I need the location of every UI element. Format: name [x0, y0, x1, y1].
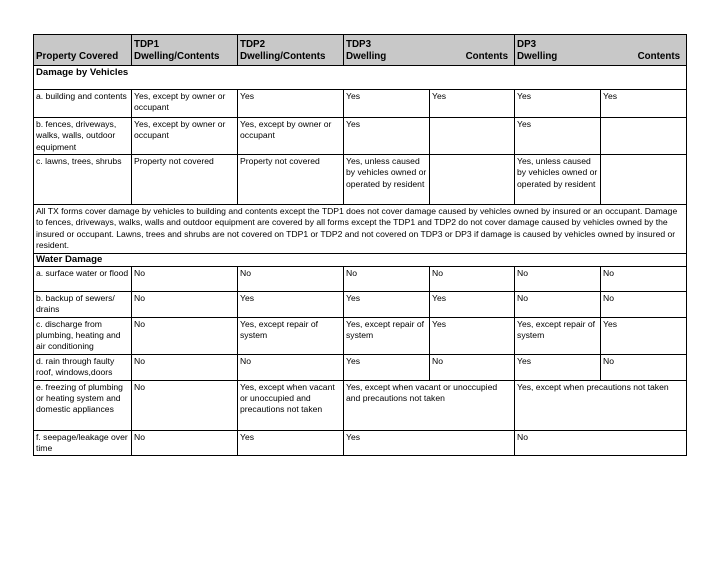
table-row — [34, 291, 687, 317]
table-row — [34, 155, 687, 205]
dp3-dwelling-cell: Yes, unless caused by vehicles owned or operated by resident — [515, 155, 601, 205]
dp3-dwelling-cell: Yes, except repair of system — [515, 317, 601, 354]
dp3-contents-cell: No — [601, 354, 687, 380]
dp3-contents-cell: No — [601, 291, 687, 317]
tdp3-contents-cell: Yes — [430, 317, 515, 354]
section-title: Damage by Vehicles — [34, 66, 687, 90]
tdp2-cell: Property not covered — [238, 155, 344, 205]
tdp2-cell: Yes, except by owner or occupant — [238, 118, 344, 155]
section-title: Water Damage — [34, 253, 687, 266]
tdp3-cell: Yes, except when vacant or unoccupied and precautions not taken — [344, 380, 515, 430]
dp3-contents-cell — [601, 155, 687, 205]
header-tdp2: TDP2 Dwelling/Contents — [238, 35, 344, 66]
tdp3-dwelling-cell: Yes — [344, 291, 430, 317]
tdp2-cell: Yes, except when vacant or unoccupied and precautions not taken — [238, 380, 344, 430]
dp3-dwelling-cell: No — [515, 266, 601, 291]
dp3-cell: No — [515, 430, 687, 456]
tdp3-contents-cell: Yes — [430, 90, 515, 118]
dp3-cell: Yes, except when precautions not taken — [515, 380, 687, 430]
header-row — [34, 35, 687, 66]
tdp3-dwelling-cell: Yes — [344, 90, 430, 118]
tdp2-cell: Yes — [238, 430, 344, 456]
tdp2-cell: No — [238, 354, 344, 380]
section-water — [34, 253, 687, 266]
header-dp3: DP3 Dwelling Contents — [515, 35, 687, 66]
tdp1-cell: No — [132, 317, 238, 354]
tdp1-cell: No — [132, 266, 238, 291]
vehicles-note-row — [34, 205, 687, 254]
header-property: Property Covered — [34, 35, 132, 66]
row-label: e. freezing of plumbing or heating system and domestic appliances — [34, 380, 132, 430]
table-row — [34, 354, 687, 380]
dp3-dwelling-cell: Yes — [515, 118, 601, 155]
tdp1-cell: No — [132, 354, 238, 380]
tdp1-cell: Yes, except by owner or occupant — [132, 90, 238, 118]
dp3-contents-cell — [601, 118, 687, 155]
tdp3-contents-cell: No — [430, 354, 515, 380]
dp3-contents-cell: Yes — [601, 317, 687, 354]
table-row — [34, 380, 687, 430]
row-label: a. surface water or flood — [34, 266, 132, 291]
tdp1-cell: Yes, except by owner or occupant — [132, 118, 238, 155]
row-label: c. lawns, trees, shrubs — [34, 155, 132, 205]
dp3-dwelling-cell: No — [515, 291, 601, 317]
table-row — [34, 90, 687, 118]
tdp3-cell: Yes — [344, 430, 515, 456]
row-label: b. backup of sewers/ drains — [34, 291, 132, 317]
tdp3-dwelling-cell: Yes — [344, 118, 430, 155]
header-tdp3: TDP3 Dwelling Contents — [344, 35, 515, 66]
tdp1-cell: No — [132, 380, 238, 430]
section-vehicles — [34, 66, 687, 90]
table-row — [34, 317, 687, 354]
tdp1-cell: No — [132, 430, 238, 456]
tdp3-dwelling-cell: Yes — [344, 354, 430, 380]
tdp2-cell: No — [238, 266, 344, 291]
table-row — [34, 266, 687, 291]
tdp2-cell: Yes — [238, 291, 344, 317]
tdp2-cell: Yes, except repair of system — [238, 317, 344, 354]
dp3-contents-cell: Yes — [601, 90, 687, 118]
tdp3-contents-cell: Yes — [430, 291, 515, 317]
tdp1-cell: No — [132, 291, 238, 317]
tdp1-cell: Property not covered — [132, 155, 238, 205]
table-row — [34, 118, 687, 155]
coverage-table — [33, 34, 687, 456]
row-label: a. building and contents — [34, 90, 132, 118]
row-label: d. rain through faulty roof, windows,doors — [34, 354, 132, 380]
row-label: b. fences, driveways, walks, walls, outdoor equipment — [34, 118, 132, 155]
tdp3-contents-cell: No — [430, 266, 515, 291]
tdp3-contents-cell — [430, 118, 515, 155]
dp3-dwelling-cell: Yes — [515, 90, 601, 118]
dp3-contents-cell: No — [601, 266, 687, 291]
tdp3-dwelling-cell: Yes, unless caused by vehicles owned or operated by resident — [344, 155, 430, 205]
dp3-dwelling-cell: Yes — [515, 354, 601, 380]
tdp3-dwelling-cell: No — [344, 266, 430, 291]
row-label: c. discharge from plumbing, heating and air conditioning — [34, 317, 132, 354]
tdp3-contents-cell — [430, 155, 515, 205]
row-label: f. seepage/leakage over time — [34, 430, 132, 456]
table-row — [34, 430, 687, 456]
header-tdp1: TDP1 Dwelling/Contents — [132, 35, 238, 66]
tdp3-dwelling-cell: Yes, except repair of system — [344, 317, 430, 354]
tdp2-cell: Yes — [238, 90, 344, 118]
vehicles-note: All TX forms cover damage by vehicles to building and contents except the TDP1 does not cover damage caused by vehicles owned by insured or an occupant. Damage to fences, driveways, walks, walls and outdoor equipment are covered by all forms except the TDP1 and TDP2 do not cover damage caused by vehicles owned by the insured or occupant. Lawns, trees and shrubs are not covered on TDP1 or TDP2 and not covered on TDP3 or DP3 if damage is caused by vehicles owned by insured or resident. — [34, 205, 687, 254]
